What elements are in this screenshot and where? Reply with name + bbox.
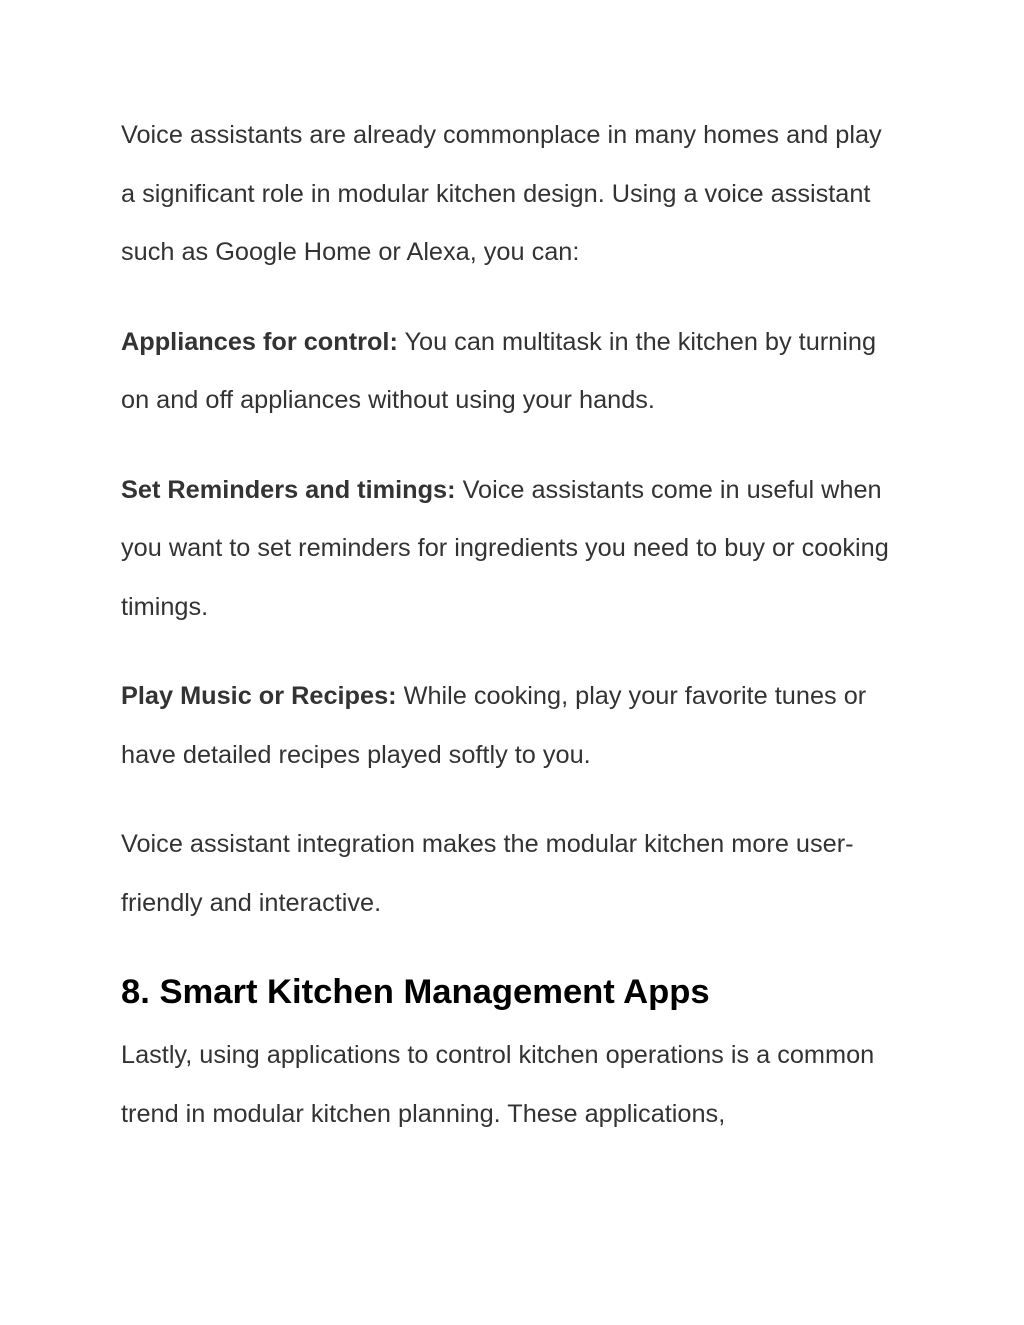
music-label: Play Music or Recipes: [121,682,397,710]
reminders-paragraph [121,461,891,637]
music-paragraph [121,667,891,784]
appliances-paragraph [121,313,891,430]
reminders-label: Set Reminders and timings: [121,475,456,504]
closing-paragraph: Voice assistant integration makes the modular kitchen more user-friendly and interactive. [121,830,854,917]
section-heading: 8. Smart Kitchen Management Apps [121,973,710,1011]
intro-paragraph: Voice assistants are already commonplace in many homes and play a significant role in modular kitchen design. Using a voice assistant such as Google Home or Alexa, you can: [121,121,882,266]
section-intro-paragraph: Lastly, using applications to control kitchen operations is a common trend in modular kitchen planning. These applications, [121,1041,875,1128]
appliances-label: Appliances for control: [121,327,398,356]
reminders-text: Voice assistants come in useful when you want to set reminders for ingredients you need to buy or cooking timings. [121,475,889,621]
appliances-text: You can multitask in the kitchen by turning on and off appliances without using your hands. [121,327,877,414]
document-page [121,106,891,1174]
music-text: While cooking, play your favorite tunes or have detailed recipes played softly to you. [121,682,867,769]
